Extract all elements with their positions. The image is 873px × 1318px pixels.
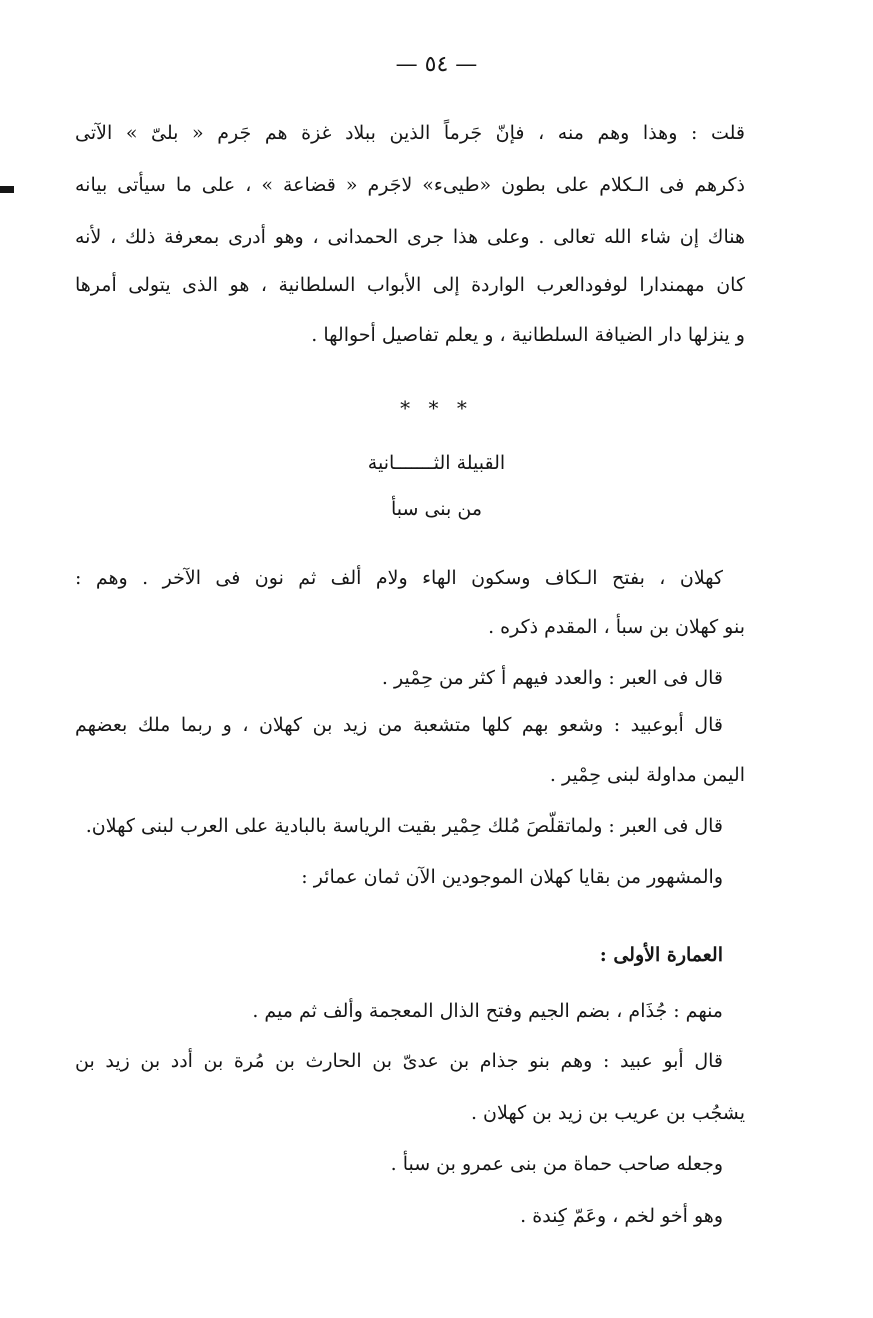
subheading-first-imara: العمارة الأولى :: [599, 944, 723, 966]
section-subtitle: من بنى سبأ: [390, 498, 483, 520]
paragraph2-line-1: كهلان ، بفتح الـكاف وسكون الهاء ولام ألف ثم نون فى الآخر . وهم :: [75, 567, 723, 589]
paragraph1-line-4: كان مهمندارا لوفودالعرب الواردة إلى الأبواب السلطانية ، هو الذى يتولى أمرها: [75, 274, 745, 296]
paragraph3-line-1: قال أبوعبيد : وشعو بهم كلها متشعبة من زيد بن كهلان ، و ربما ملك بعضهم: [75, 714, 723, 736]
abar-quote-2: قال فى العبر : ولماتقلّصَ مُلك حِمْير بقيت الرياسة بالبادية على العرب لبنى كهلان.: [85, 815, 723, 837]
judham-line: منهم : جُذَام ، بضم الجيم وفتح الذال المعجمة وألف ثم ميم .: [252, 1000, 723, 1022]
lakhm-line: وهو أخو لخم ، وعَمّ كِندة .: [520, 1205, 723, 1227]
paragraph1-line-5: و ينزلها دار الضيافة السلطانية ، و يعلم تفاصيل أحوالها .: [311, 324, 745, 346]
paragraph4-line-1: قال أبو عبيد : وهم بنو جذام بن عدىّ بن الحارث بن مُرة بن أدد بن زيد بن: [75, 1050, 723, 1072]
page-number: — ٥٤ —: [395, 52, 478, 77]
hamah-line: وجعله صاحب حماة من بنى عمرو بن سبأ .: [390, 1153, 723, 1175]
paragraph1-line-3: هناك إن شاء الله تعالى . وعلى هذا جرى الحمدانى ، وهو أدرى بمعرفة ذلك ، لأنه: [75, 226, 745, 248]
margin-mark: [0, 186, 14, 193]
paragraph3-line-2: اليمن مداولة لبنى حِمْير .: [549, 764, 745, 786]
abar-quote-1: قال فى العبر : والعدد فيهم أ كثر من حِمْير .: [381, 667, 723, 689]
mashhur-line: والمشهور من بقايا كهلان الموجودين الآن ثمان عمائر :: [301, 866, 723, 888]
section-title: القبيلة الثـــــــانية: [367, 452, 506, 474]
paragraph1-line-2: ذكرهم فى الـكلام على بطون «طيىء» لاجَرم « قضاعة » ، على ما سيأتى بيانه: [75, 174, 745, 196]
paragraph1-line-1: قلت : وهذا وهم منه ، فإنّ جَرماً الذين ببلاد غزة هم جَرم « بلىّ » الآتى: [75, 122, 745, 144]
section-separator: * * *: [400, 396, 473, 420]
paragraph2-line-2: بنو كهلان بن سبأ ، المقدم ذكره .: [488, 616, 745, 638]
paragraph4-line-2: يشجُب بن عريب بن زيد بن كهلان .: [470, 1102, 745, 1124]
